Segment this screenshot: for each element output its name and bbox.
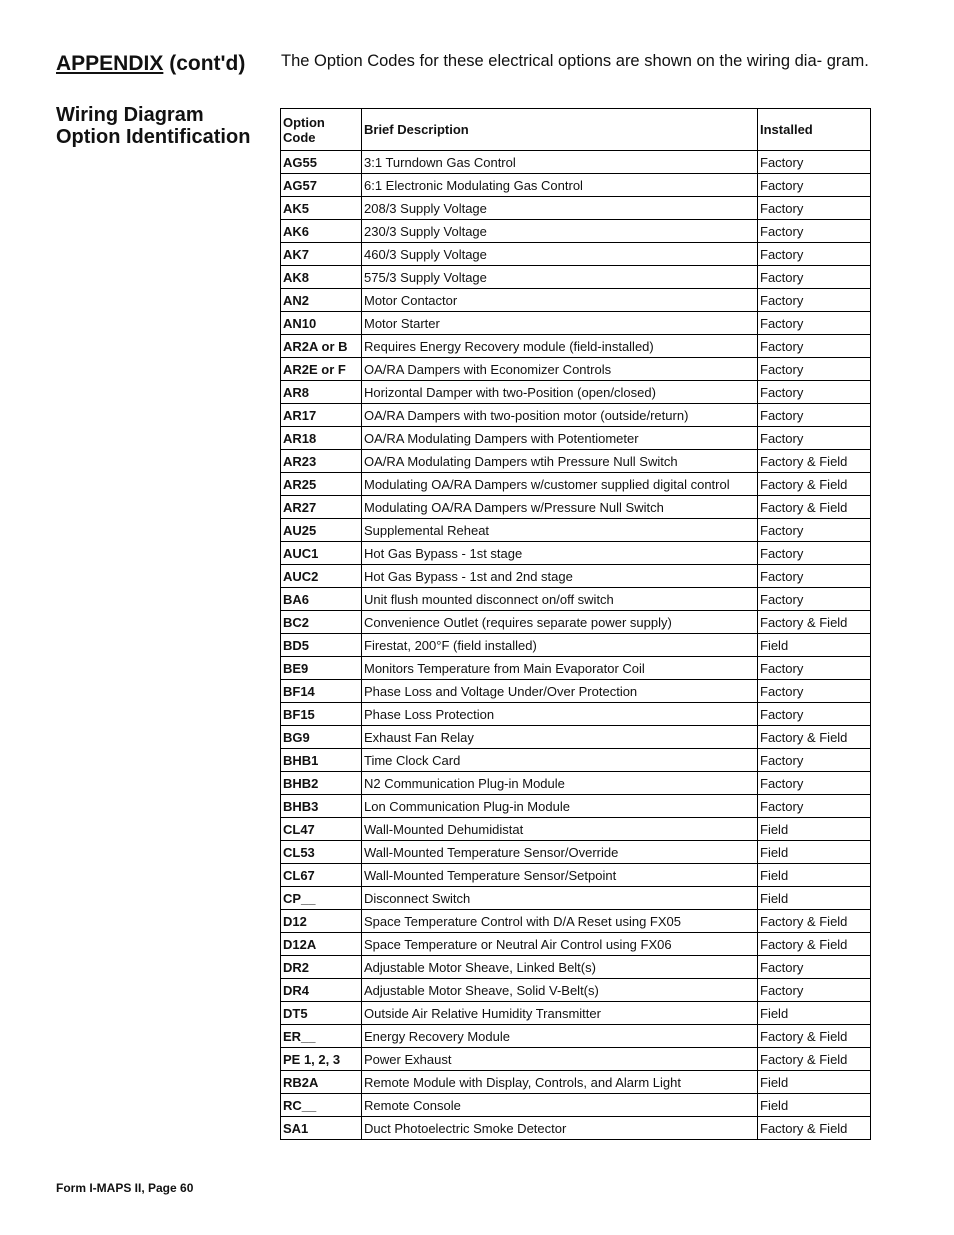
description-cell: Adjustable Motor Sheave, Linked Belt(s): [362, 956, 758, 979]
table-row: [281, 473, 871, 496]
table-row: [281, 1071, 871, 1094]
option-code-cell: AR17: [281, 404, 362, 427]
description-cell: OA/RA Dampers with two-position motor (outside/return): [362, 404, 758, 427]
option-code-cell: AUC1: [281, 542, 362, 565]
table-row: [281, 381, 871, 404]
option-code-cell: RC__: [281, 1094, 362, 1117]
installed-cell: Factory: [758, 404, 871, 427]
table-row: [281, 220, 871, 243]
option-code-cell: AR27: [281, 496, 362, 519]
description-cell: Modulating OA/RA Dampers w/customer supplied digital control: [362, 473, 758, 496]
table-row: [281, 496, 871, 519]
option-code-cell: AN10: [281, 312, 362, 335]
installed-cell: Factory: [758, 979, 871, 1002]
table-row: [281, 404, 871, 427]
table-row: [281, 795, 871, 818]
description-cell: Adjustable Motor Sheave, Solid V-Belt(s): [362, 979, 758, 1002]
description-cell: Time Clock Card: [362, 749, 758, 772]
description-cell: Horizontal Damper with two-Position (open/closed): [362, 381, 758, 404]
table-row: [281, 427, 871, 450]
installed-cell: Factory & Field: [758, 473, 871, 496]
table-row: [281, 887, 871, 910]
description-cell: Phase Loss and Voltage Under/Over Protection: [362, 680, 758, 703]
table-row: [281, 1048, 871, 1071]
installed-cell: Field: [758, 634, 871, 657]
installed-cell: Factory: [758, 197, 871, 220]
option-code-cell: AG55: [281, 151, 362, 174]
table-row: [281, 749, 871, 772]
header-installed: Installed: [758, 109, 871, 151]
option-code-cell: BHB3: [281, 795, 362, 818]
option-code-cell: D12: [281, 910, 362, 933]
option-code-cell: CL47: [281, 818, 362, 841]
option-code-cell: AR18: [281, 427, 362, 450]
option-code-cell: AG57: [281, 174, 362, 197]
table-row: [281, 841, 871, 864]
table-row: [281, 358, 871, 381]
table-row: [281, 1117, 871, 1140]
description-cell: Modulating OA/RA Dampers w/Pressure Null Switch: [362, 496, 758, 519]
description-cell: 230/3 Supply Voltage: [362, 220, 758, 243]
description-cell: Wall-Mounted Temperature Sensor/Setpoint: [362, 864, 758, 887]
installed-cell: Factory: [758, 565, 871, 588]
installed-cell: Factory: [758, 588, 871, 611]
table-row: [281, 910, 871, 933]
table-row: [281, 657, 871, 680]
table-row: [281, 312, 871, 335]
table-row: [281, 726, 871, 749]
option-code-cell: CP__: [281, 887, 362, 910]
table-row: [281, 611, 871, 634]
option-code-cell: DR4: [281, 979, 362, 1002]
option-codes-table: [280, 108, 871, 1140]
installed-cell: Factory: [758, 266, 871, 289]
installed-cell: Factory: [758, 381, 871, 404]
installed-cell: Field: [758, 1002, 871, 1025]
table-row: [281, 450, 871, 473]
description-cell: Wall-Mounted Temperature Sensor/Override: [362, 841, 758, 864]
table-row: [281, 1025, 871, 1048]
installed-cell: Factory: [758, 772, 871, 795]
description-cell: Exhaust Fan Relay: [362, 726, 758, 749]
option-code-cell: AU25: [281, 519, 362, 542]
option-code-cell: AK6: [281, 220, 362, 243]
description-cell: N2 Communication Plug-in Module: [362, 772, 758, 795]
description-cell: OA/RA Dampers with Economizer Controls: [362, 358, 758, 381]
description-cell: Power Exhaust: [362, 1048, 758, 1071]
installed-cell: Factory: [758, 519, 871, 542]
installed-cell: Factory: [758, 312, 871, 335]
installed-cell: Field: [758, 887, 871, 910]
installed-cell: Factory & Field: [758, 450, 871, 473]
table-row: [281, 519, 871, 542]
description-cell: 460/3 Supply Voltage: [362, 243, 758, 266]
appendix-title: [56, 50, 271, 78]
description-cell: Wall-Mounted Dehumidistat: [362, 818, 758, 841]
installed-cell: Factory & Field: [758, 1117, 871, 1140]
appendix-cont: (cont'd): [169, 52, 246, 75]
header-option-code: Option Code: [281, 109, 362, 151]
option-code-cell: BD5: [281, 634, 362, 657]
section-title-line2: Option Identification: [56, 126, 251, 148]
option-code-cell: AK7: [281, 243, 362, 266]
option-code-cell: BF15: [281, 703, 362, 726]
description-cell: Motor Starter: [362, 312, 758, 335]
appendix-word: APPENDIX: [56, 52, 164, 75]
installed-cell: Factory: [758, 220, 871, 243]
installed-cell: Field: [758, 864, 871, 887]
table-header-row: [281, 109, 871, 151]
description-cell: Unit flush mounted disconnect on/off switch: [362, 588, 758, 611]
installed-cell: Factory: [758, 243, 871, 266]
description-cell: Energy Recovery Module: [362, 1025, 758, 1048]
installed-cell: Factory & Field: [758, 1048, 871, 1071]
table-row: [281, 151, 871, 174]
table-row: [281, 956, 871, 979]
option-code-cell: BF14: [281, 680, 362, 703]
option-code-cell: AK8: [281, 266, 362, 289]
option-code-cell: AR8: [281, 381, 362, 404]
table-row: [281, 772, 871, 795]
description-cell: Firestat, 200°F (field installed): [362, 634, 758, 657]
table-row: [281, 289, 871, 312]
option-code-cell: ER__: [281, 1025, 362, 1048]
description-cell: Lon Communication Plug-in Module: [362, 795, 758, 818]
installed-cell: Factory: [758, 795, 871, 818]
description-cell: Convenience Outlet (requires separate power supply): [362, 611, 758, 634]
option-code-cell: D12A: [281, 933, 362, 956]
table-row: [281, 335, 871, 358]
option-code-cell: AR2A or B: [281, 335, 362, 358]
option-code-cell: RB2A: [281, 1071, 362, 1094]
table-body: [281, 151, 871, 1140]
option-code-cell: BG9: [281, 726, 362, 749]
installed-cell: Factory & Field: [758, 611, 871, 634]
table-row: [281, 565, 871, 588]
option-code-cell: BHB2: [281, 772, 362, 795]
description-cell: Monitors Temperature from Main Evaporator Coil: [362, 657, 758, 680]
installed-cell: Factory & Field: [758, 496, 871, 519]
section-title: [56, 104, 271, 148]
description-cell: Supplemental Reheat: [362, 519, 758, 542]
option-code-cell: CL67: [281, 864, 362, 887]
option-code-cell: BA6: [281, 588, 362, 611]
description-cell: OA/RA Modulating Dampers with Potentiometer: [362, 427, 758, 450]
installed-cell: Field: [758, 818, 871, 841]
table-row: [281, 588, 871, 611]
installed-cell: Factory: [758, 174, 871, 197]
installed-cell: Factory: [758, 335, 871, 358]
option-code-cell: AR25: [281, 473, 362, 496]
installed-cell: Factory: [758, 703, 871, 726]
table-row: [281, 542, 871, 565]
description-cell: Duct Photoelectric Smoke Detector: [362, 1117, 758, 1140]
table-row: [281, 818, 871, 841]
description-cell: OA/RA Modulating Dampers wtih Pressure Null Switch: [362, 450, 758, 473]
option-code-cell: AK5: [281, 197, 362, 220]
table-row: [281, 864, 871, 887]
table-row: [281, 174, 871, 197]
description-cell: 208/3 Supply Voltage: [362, 197, 758, 220]
section-title-line1: Wiring Diagram: [56, 104, 204, 126]
table-row: [281, 933, 871, 956]
installed-cell: Factory & Field: [758, 726, 871, 749]
installed-cell: Factory: [758, 749, 871, 772]
installed-cell: Factory: [758, 151, 871, 174]
installed-cell: Field: [758, 841, 871, 864]
table-row: [281, 979, 871, 1002]
option-code-cell: AUC2: [281, 565, 362, 588]
table-row: [281, 634, 871, 657]
option-code-cell: AR23: [281, 450, 362, 473]
option-code-cell: BC2: [281, 611, 362, 634]
option-code-cell: SA1: [281, 1117, 362, 1140]
description-cell: Requires Energy Recovery module (field-installed): [362, 335, 758, 358]
left-heading-column: [56, 50, 271, 148]
description-cell: Motor Contactor: [362, 289, 758, 312]
table-row: [281, 266, 871, 289]
option-code-cell: CL53: [281, 841, 362, 864]
installed-cell: Factory: [758, 956, 871, 979]
option-code-cell: DR2: [281, 956, 362, 979]
option-code-cell: BHB1: [281, 749, 362, 772]
description-cell: 575/3 Supply Voltage: [362, 266, 758, 289]
description-cell: Phase Loss Protection: [362, 703, 758, 726]
table-header: [281, 109, 871, 151]
description-cell: Space Temperature Control with D/A Reset using FX05: [362, 910, 758, 933]
option-code-cell: AN2: [281, 289, 362, 312]
description-cell: Outside Air Relative Humidity Transmitter: [362, 1002, 758, 1025]
option-code-cell: DT5: [281, 1002, 362, 1025]
option-code-cell: BE9: [281, 657, 362, 680]
table-row: [281, 703, 871, 726]
description-cell: Space Temperature or Neutral Air Control using FX06: [362, 933, 758, 956]
installed-cell: Factory: [758, 542, 871, 565]
table-row: [281, 1002, 871, 1025]
description-cell: Disconnect Switch: [362, 887, 758, 910]
page-footer: Form I-MAPS II, Page 60: [56, 1181, 194, 1195]
description-cell: 6:1 Electronic Modulating Gas Control: [362, 174, 758, 197]
installed-cell: Factory: [758, 427, 871, 450]
installed-cell: Factory & Field: [758, 933, 871, 956]
header-brief-description: Brief Description: [362, 109, 758, 151]
installed-cell: Factory: [758, 657, 871, 680]
description-cell: 3:1 Turndown Gas Control: [362, 151, 758, 174]
installed-cell: Field: [758, 1071, 871, 1094]
description-cell: Remote Module with Display, Controls, and Alarm Light: [362, 1071, 758, 1094]
table-row: [281, 1094, 871, 1117]
installed-cell: Field: [758, 1094, 871, 1117]
table-row: [281, 243, 871, 266]
option-code-cell: AR2E or F: [281, 358, 362, 381]
installed-cell: Factory: [758, 680, 871, 703]
option-code-cell: PE 1, 2, 3: [281, 1048, 362, 1071]
description-cell: Hot Gas Bypass - 1st stage: [362, 542, 758, 565]
installed-cell: Factory: [758, 358, 871, 381]
installed-cell: Factory: [758, 289, 871, 312]
intro-paragraph: The Option Codes for these electrical options are shown on the wiring dia- gram.: [281, 52, 869, 70]
description-cell: Remote Console: [362, 1094, 758, 1117]
installed-cell: Factory & Field: [758, 910, 871, 933]
description-cell: Hot Gas Bypass - 1st and 2nd stage: [362, 565, 758, 588]
table-row: [281, 197, 871, 220]
installed-cell: Factory & Field: [758, 1025, 871, 1048]
table-row: [281, 680, 871, 703]
